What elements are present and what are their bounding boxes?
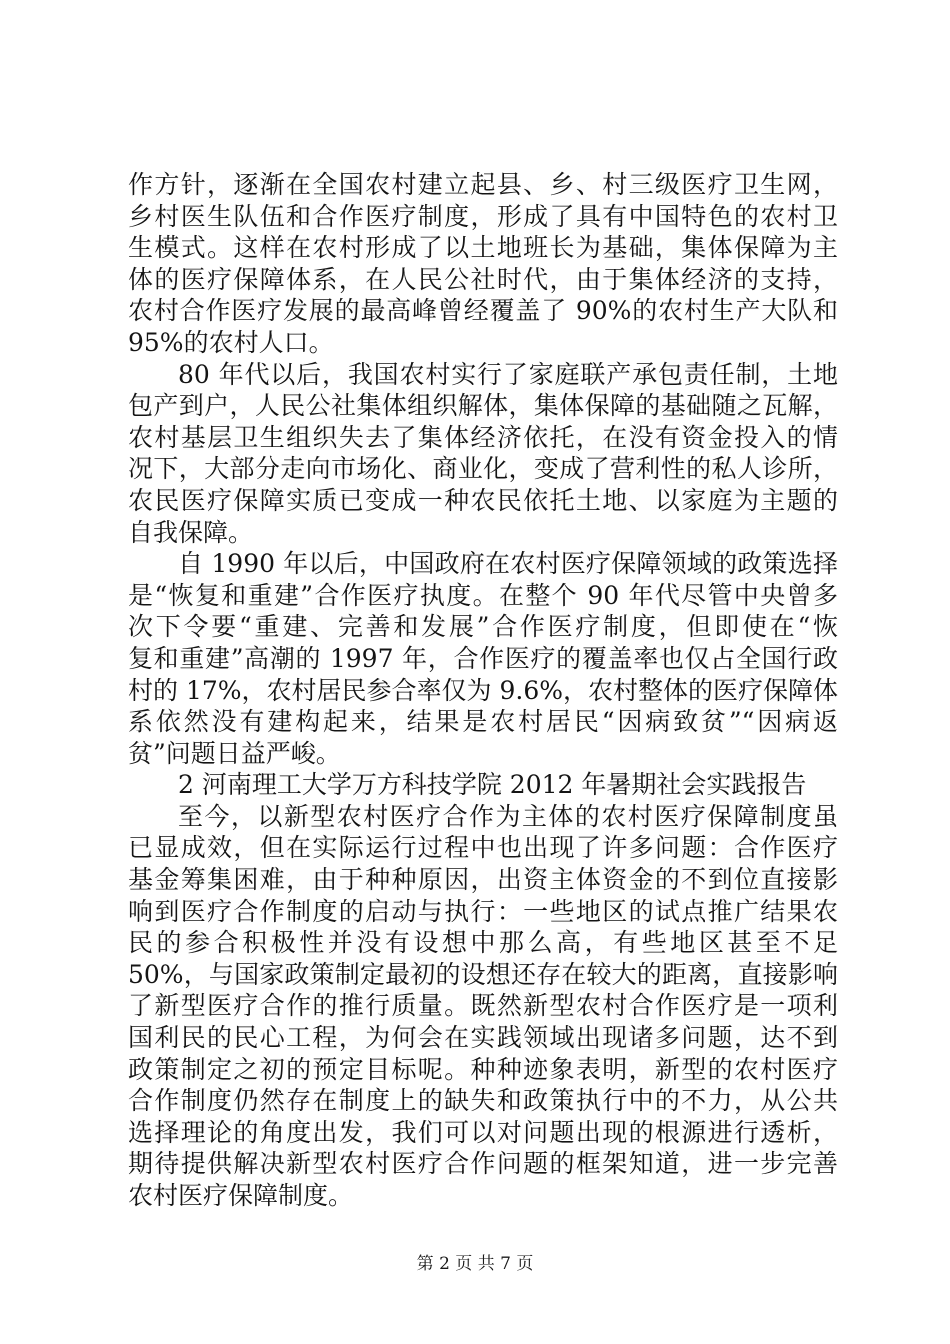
text-line: 村的 17%，农村居民参合率仅为 9.6%，农村整体的医疗保障体	[128, 675, 838, 705]
text-line: 生模式。这样在农村形成了以土地班长为基础，集体保障为主	[128, 233, 838, 263]
text-line: 政策制定之初的预定目标呢。种种迹象表明，新型的农村医疗	[128, 1054, 838, 1084]
text-line: 农村基层卫生组织失去了集体经济依托，在没有资金投入的情	[128, 422, 838, 452]
text-line: 合作制度仍然存在制度上的缺失和政策执行中的不力，从公共	[128, 1086, 838, 1116]
text-line: 乡村医生队伍和合作医疗制度，形成了具有中国特色的农村卫	[128, 201, 838, 231]
text-line: 况下，大部分走向市场化、商业化，变成了营利性的私人诊所，	[128, 454, 838, 484]
text-line: 期待提供解决新型农村医疗合作问题的框架知道，进一步完善	[128, 1149, 838, 1179]
body-text	[128, 169, 838, 1212]
text-line: 作方针，逐渐在全国农村建立起县、乡、村三级医疗卫生网，	[128, 170, 838, 199]
text-line: 自我保障。	[128, 517, 254, 547]
text-line: 民的参合积极性并没有设想中那么高，有些地区甚至不足	[128, 928, 838, 958]
text-line: 至今，以新型农村医疗合作为主体的农村医疗保障制度虽	[178, 801, 838, 831]
page-footer: 第 2 页 共 7 页	[416, 1254, 534, 1274]
text-line: 了新型医疗合作的推行质量。既然新型农村合作医疗是一项利	[128, 991, 838, 1021]
text-line: 复和重建”高潮的 1997 年，合作医疗的覆盖率也仅占全国行政	[128, 643, 838, 673]
text-line: 贫”问题日益严峻。	[128, 738, 341, 768]
text-line: 农村医疗保障制度。	[128, 1181, 354, 1210]
text-line: 是“恢复和重建”合作医疗执度。在整个 90 年代尽管中央曾多	[128, 580, 838, 610]
text-line: 选择理论的角度出发，我们可以对问题出现的根源进行透析，	[128, 1117, 838, 1147]
text-line: 系依然没有建构起来，结果是农村居民“因病致贫”“因病返	[128, 707, 838, 737]
text-line: 95%的农村人口。	[128, 327, 334, 357]
text-line: 体的医疗保障体系，在人民公社时代，由于集体经济的支持，	[128, 264, 838, 294]
text-line: 基金筹集困难，由于种种原因，出资主体资金的不到位直接影	[128, 865, 838, 895]
text-line: 2 河南理工大学万方科技学院 2012 年暑期社会实践报告	[178, 770, 807, 800]
text-line: 次下令要“重建、完善和发展”合作医疗制度，但即使在“恢	[128, 612, 838, 642]
text-line: 农民医疗保障实质已变成一种农民依托土地、以家庭为主题的	[128, 485, 838, 515]
text-line: 已显成效，但在实际运行过程中也出现了许多问题：合作医疗	[128, 833, 838, 863]
text-line: 自 1990 年以后，中国政府在农村医疗保障领域的政策选择	[178, 549, 838, 579]
text-line: 包产到户，人民公社集体组织解体，集体保障的基础随之瓦解，	[128, 391, 838, 421]
text-line: 国利民的民心工程，为何会在实践领域出现诸多问题，达不到	[128, 1023, 838, 1053]
text-line: 农村合作医疗发展的最高峰曾经覆盖了 90%的农村生产大队和	[128, 296, 838, 326]
text-line: 80 年代以后，我国农村实行了家庭联产承包责任制，土地	[178, 359, 838, 389]
text-line: 50%，与国家政策制定最初的设想还存在较大的距离，直接影响	[128, 959, 838, 989]
text-line: 响到医疗合作制度的启动与执行：一些地区的试点推广结果农	[128, 896, 838, 926]
